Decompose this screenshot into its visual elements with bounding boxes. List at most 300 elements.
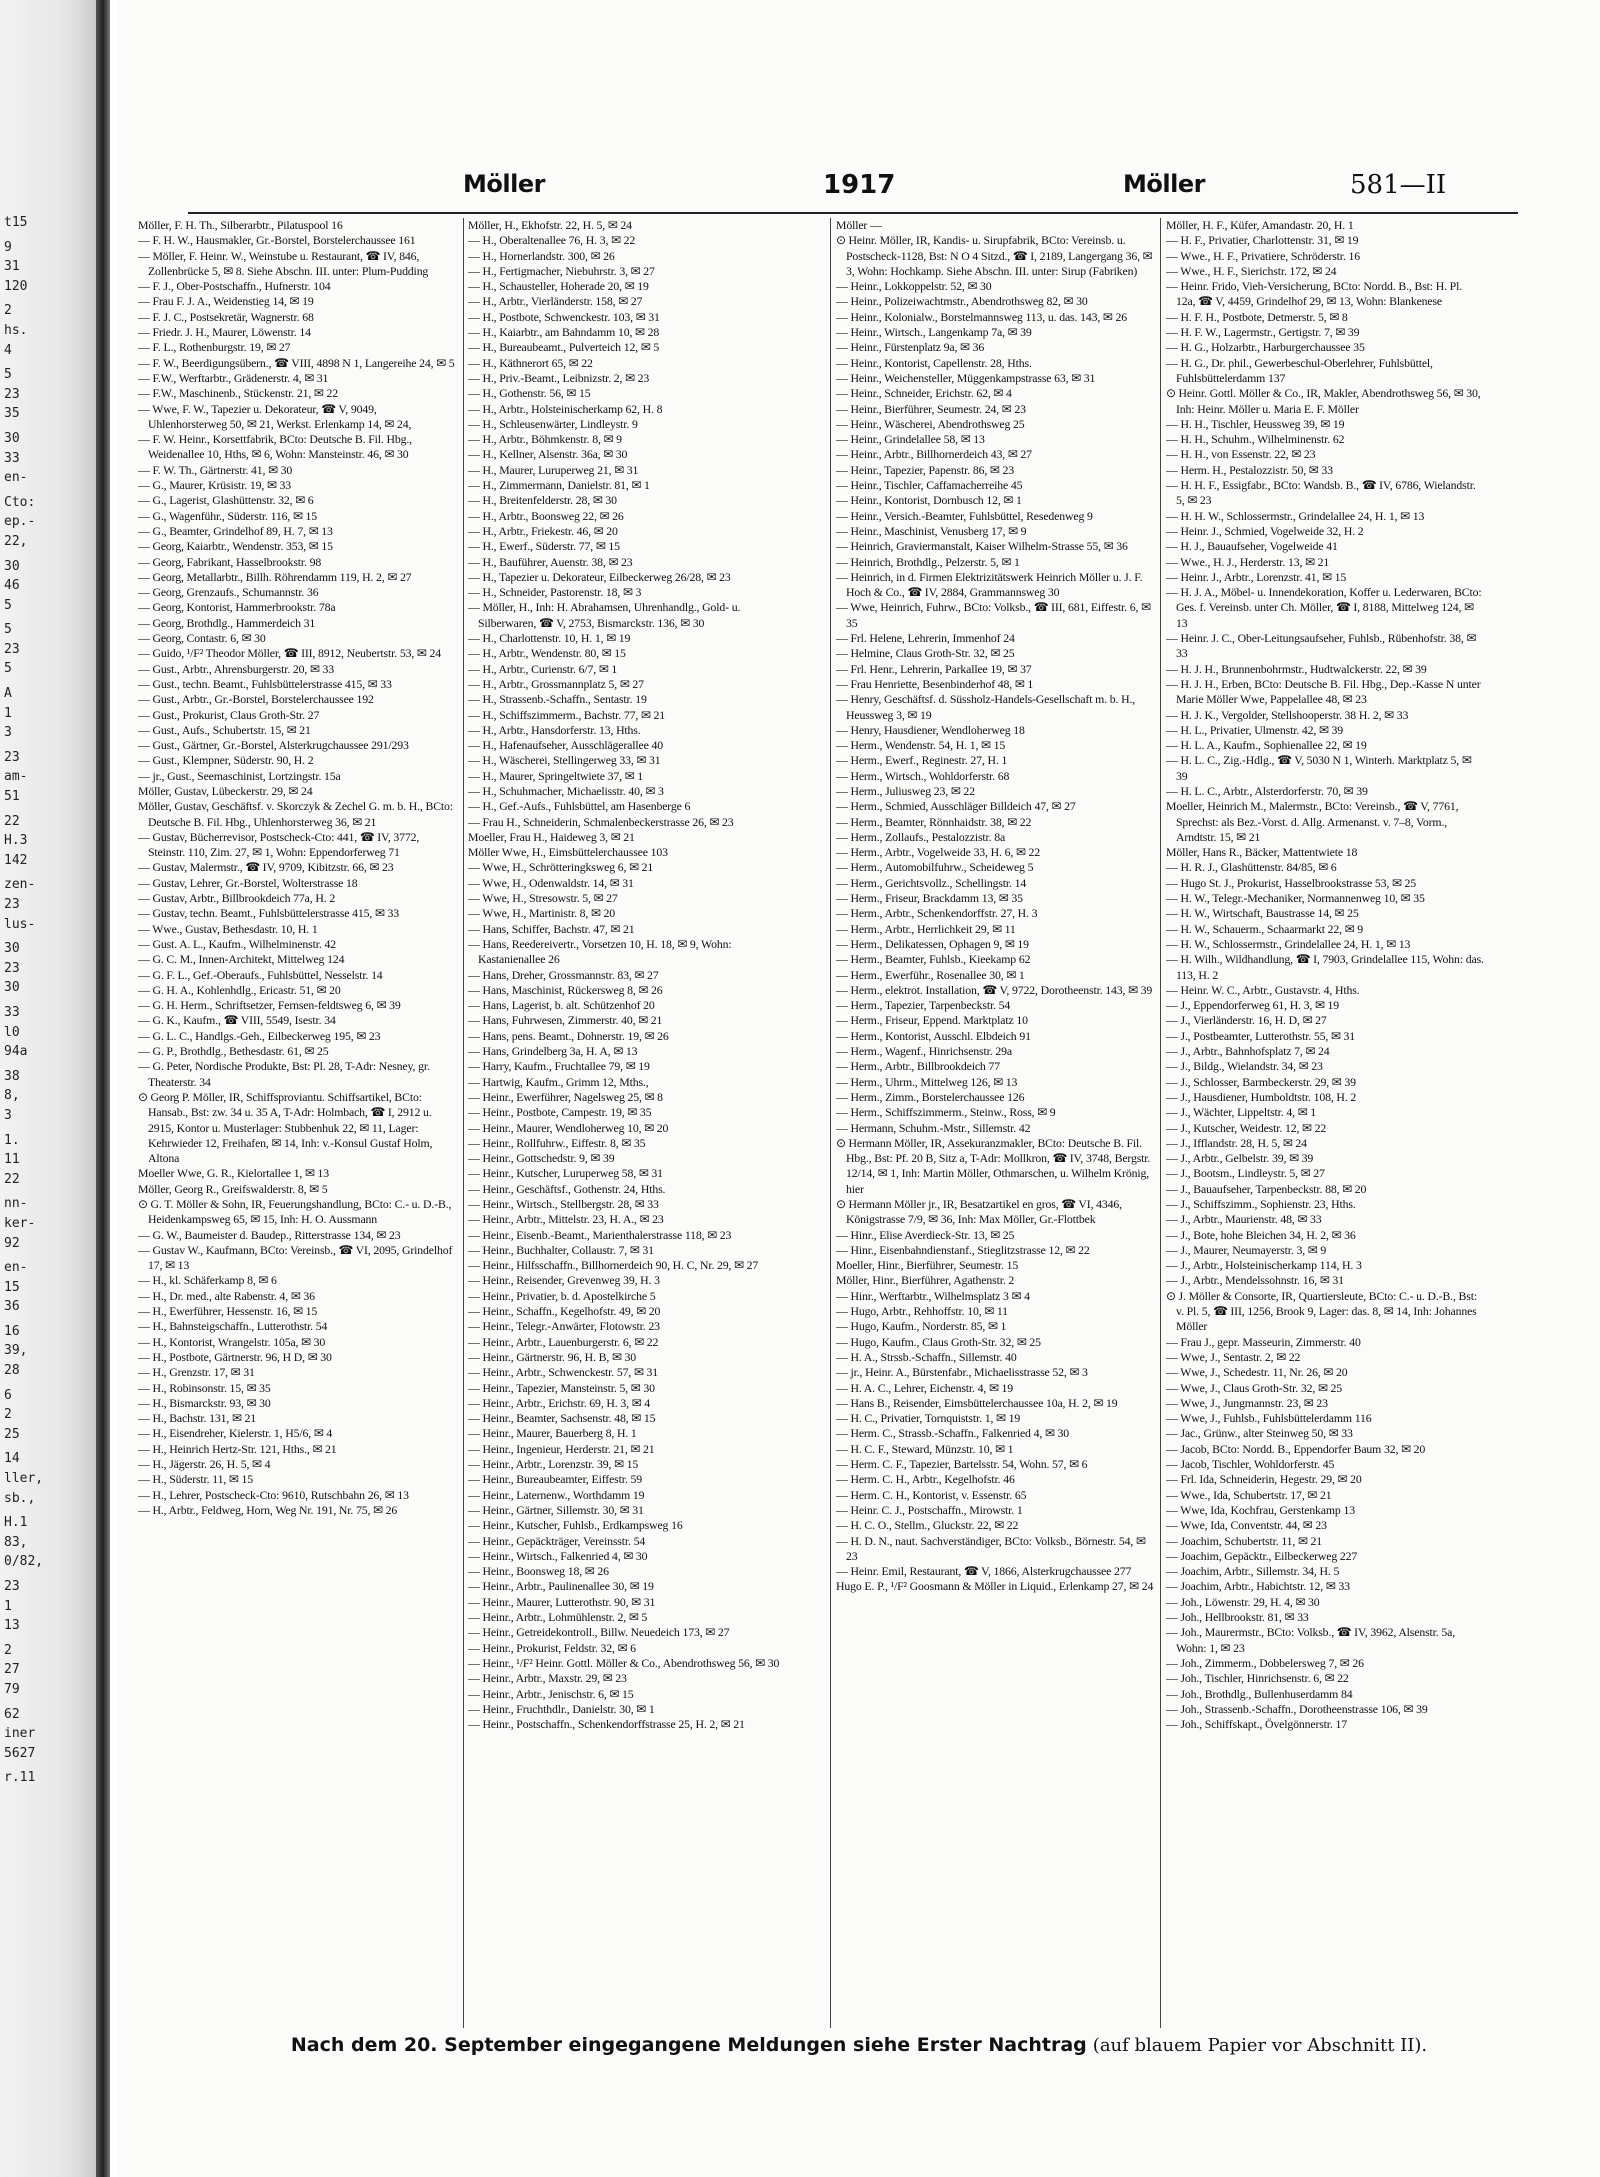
- directory-entry: — Möller, H., Inh: H. Abrahamsen, Uhrenhandlg., Gold- u. Silberwaren, ☎ V, 2753, Bismarckstr. 136, ✉ 30: [468, 600, 741, 630]
- directory-entry: — Hugo, Kaufm., Norderstr. 85, ✉ 1: [836, 1319, 1007, 1334]
- directory-entry: — G. L. C., Handlgs.-Geh., Eilbeckerweg 195, ✉ 23: [138, 1028, 381, 1043]
- directory-entry: — Wwe., Ida, Schubertstr. 17, ✉ 21: [1166, 1487, 1332, 1502]
- directory-entry: — Heinr., Schaffn., Kegelhofstr. 49, ✉ 20: [468, 1304, 661, 1319]
- directory-entry: Möller, Hinr., Bierführer, Agathenstr. 2: [836, 1273, 1015, 1288]
- directory-entry: — Herm., Wirtsch., Wohldorferstr. 68: [836, 768, 1010, 783]
- directory-entry: — Heinr., Telegr.-Anwärter, Flotowstr. 23: [468, 1319, 660, 1334]
- directory-entry: — Herm., Ewerf., Reginestr. 27, H. 1: [836, 753, 1008, 768]
- directory-entry: — Heinr., Weichensteller, Müggenkampstrasse 63, ✉ 31: [836, 370, 1096, 385]
- directory-entry: — H., Kellner, Alsenstr. 36a, ✉ 30: [468, 447, 628, 462]
- previous-page-text: 11: [4, 1152, 20, 1168]
- column-divider: [830, 218, 831, 2028]
- previous-page-text: 94a: [4, 1044, 28, 1060]
- directory-entry: — Heinr., Tischler, Caffamacherreihe 45: [836, 478, 1023, 493]
- column-4: [1166, 218, 1484, 2028]
- directory-entry: — Hans, Lagerist, b. alt. Schützenhof 20: [468, 998, 655, 1013]
- directory-entry: — Heinr., Polizeiwachtmstr., Abendrothsweg 82, ✉ 30: [836, 294, 1088, 309]
- directory-entry: — Heinrich, Graviermanstalt, Kaiser Wilhelm-Strasse 55, ✉ 36: [836, 539, 1128, 554]
- previous-page-text: 4: [4, 342, 12, 358]
- directory-entry: — G. C. M., Innen-Architekt, Mittelweg 124: [138, 952, 345, 967]
- directory-entry: — H. L. C., Arbtr., Alsterdorferstr. 70, ✉ 39: [1166, 783, 1368, 798]
- directory-entry: — Herm., Arbtr., Billbrookdeich 77: [836, 1059, 1000, 1074]
- previous-page-text: en-: [4, 470, 28, 486]
- previous-page-text: 36: [4, 1299, 20, 1315]
- directory-entry: — H., Postbote, Gärtnerstr. 96, H D, ✉ 30: [138, 1349, 332, 1364]
- directory-entry: — Heinr., Eisenb.-Beamt., Marienthalerstrasse 118, ✉ 23: [468, 1227, 732, 1242]
- directory-entry: — H. W., Wirtschaft, Baustrasse 14, ✉ 25: [1166, 906, 1359, 921]
- directory-entry: — Heinr., Ingenieur, Herderstr. 21, ✉ 21: [468, 1441, 655, 1456]
- directory-entry: — H., Charlottenstr. 10, H. 1, ✉ 19: [468, 631, 631, 646]
- directory-entry: — Gustav, techn. Beamt., Fuhlsbüttelerstrasse 415, ✉ 33: [138, 906, 400, 921]
- directory-entry: — Gust., Klempner, Süderstr. 90, H. 2: [138, 753, 314, 768]
- previous-page-text: 9: [4, 239, 12, 255]
- directory-entry: — H., Dr. med., alte Rabenstr. 4, ✉ 36: [138, 1288, 315, 1303]
- directory-entry: — G., Beamter, Grindelhof 89, H. 7, ✉ 13: [138, 523, 333, 538]
- directory-entry: — Herm., Beamter, Rönnhaidstr. 38, ✉ 22: [836, 814, 1032, 829]
- directory-entry: — Heinr., Lokkoppelstr. 52, ✉ 30: [836, 279, 992, 294]
- directory-entry: — H., Breitenfelderstr. 28, ✉ 30: [468, 493, 617, 508]
- directory-entry: — Herm., Juliusweg 23, ✉ 22: [836, 783, 975, 798]
- directory-entry: — Herm. C., Strassb.-Schaffn., Falkenried 4, ✉ 30: [836, 1426, 1069, 1441]
- directory-entry: — Gustav, Lehrer, Gr.-Borstel, Wolterstrasse 18: [138, 875, 358, 890]
- directory-entry: — jr., Heinr. A., Bürstenfabr., Michaelisstrasse 52, ✉ 3: [836, 1365, 1088, 1380]
- directory-entry: — J., Postbeamter, Lutterothstr. 55, ✉ 31: [1166, 1028, 1356, 1043]
- directory-entry: Möller, H., Ekhofstr. 22, H. 5, ✉ 24: [468, 218, 632, 232]
- directory-entry: — J., Maurer, Neumayerstr. 3, ✉ 9: [1166, 1242, 1327, 1257]
- directory-entry: — H., Maurer, Springeltwiete 37, ✉ 1: [468, 768, 644, 783]
- directory-entry: — Herm., Beamter, Fuhlsb., Kieekamp 62: [836, 952, 1031, 967]
- previous-page-text: ep.-: [4, 514, 36, 530]
- directory-entry: — H., Ewerf., Süderstr. 77, ✉ 15: [468, 539, 620, 554]
- page-number: 581—II: [1350, 170, 1447, 200]
- directory-entry: — H. J. H., Erben, BCto: Deutsche B. Fil. Hbg., Dep.-Kasse N unter Marie Möller Wwe, Pappelallee 48, ✉ 23: [1166, 676, 1481, 707]
- directory-entry: — Herm., Schmied, Ausschläger Billdeich 47, ✉ 27: [836, 799, 1076, 814]
- directory-entry: — Hans, Dreher, Grossmannstr. 83, ✉ 27: [468, 967, 659, 982]
- directory-entry: — Herm., Zollaufs., Pestalozzistr. 8a: [836, 829, 1006, 844]
- directory-entry: — Hartwig, Kaufm., Grimm 12, Mths.,: [468, 1074, 649, 1089]
- directory-entry: — Herm., Arbtr., Vogelweide 33, H. 6, ✉ 22: [836, 845, 1041, 860]
- directory-entry: — Gust., Aufs., Schubertstr. 15, ✉ 21: [138, 722, 311, 737]
- directory-entry: — Heinr., Boonsweg 18, ✉ 26: [468, 1564, 609, 1579]
- previous-page-text: 92: [4, 1235, 20, 1251]
- directory-entry: — H. G., Holzarbtr., Harburgerchaussee 35: [1166, 340, 1365, 355]
- directory-entry: — H. L. A., Kaufm., Sophienallee 22, ✉ 19: [1166, 738, 1367, 753]
- previous-page-text: 8,: [4, 1088, 20, 1104]
- directory-entry: Möller Wwe, H., Eimsbüttelerchaussee 103: [468, 845, 668, 860]
- header-year: 1917: [823, 170, 896, 200]
- previous-page-text: 5: [4, 597, 12, 613]
- directory-entry: — Hans, Fuhrwesen, Zimmerstr. 40, ✉ 21: [468, 1013, 663, 1028]
- directory-entry: — Wwe, H., Stresowstr. 5, ✉ 27: [468, 891, 618, 906]
- directory-entry: — Georg, Grenzaufs., Schumannstr. 36: [138, 585, 319, 600]
- header-left-title: Möller: [463, 170, 545, 198]
- directory-entry: — H. J. A., Möbel- u. Innendekoration, Koffer u. Lederwaren, BCto: Ges. f. Vereinsb. unter Ch. Möller, ☎ I, 8188, Mittelweg 124, ✉ 13: [1166, 585, 1482, 630]
- previous-page-text: lus-: [4, 916, 36, 932]
- previous-page-text: 23: [4, 386, 20, 402]
- directory-entry: — J., Eppendorferweg 61, H. 3, ✉ 19: [1166, 998, 1340, 1013]
- directory-entry: — G. H. A., Kohlenhdlg., Ericastr. 51, ✉ 20: [138, 982, 341, 997]
- directory-entry: — H., kl. Schäferkamp 8, ✉ 6: [138, 1273, 277, 1288]
- directory-entry: — H., Bureaubeamt., Pulverteich 12, ✉ 5: [468, 340, 660, 355]
- directory-entry: — J., Arbtr., Bahnhofsplatz 7, ✉ 24: [1166, 1044, 1330, 1059]
- directory-entry: — Wwe, J., Jungmannstr. 23, ✉ 23: [1166, 1395, 1328, 1410]
- directory-entry: — Gust., Prokurist, Claus Groth-Str. 27: [138, 707, 320, 722]
- previous-page-text: 25: [4, 1426, 20, 1442]
- directory-entry: — G. W., Baumeister d. Baudep., Ritterstrasse 134, ✉ 23: [138, 1227, 401, 1242]
- directory-entry: — Heinr., Privatier, b. d. Apostelkirche 5: [468, 1288, 656, 1303]
- directory-entry: — Heinr., Fürstenplatz 9a, ✉ 36: [836, 340, 985, 355]
- directory-entry: — H., Wäscherei, Stellingerweg 33, ✉ 31: [468, 753, 661, 768]
- directory-entry: — Heinr., Kutscher, Luruperweg 58, ✉ 31: [468, 1166, 663, 1181]
- column-divider: [463, 218, 464, 2028]
- directory-entry: — H., Arbtr., Holsteinischerkamp 62, H. 8: [468, 401, 663, 416]
- previous-page-text: 13: [4, 1618, 20, 1634]
- directory-entry: — Heinr., Arbtr., Paulinenallee 30, ✉ 19: [468, 1579, 654, 1594]
- column-divider: [1160, 218, 1161, 2028]
- directory-entry: — Heinr., Bureaubeamter, Eiffestr. 59: [468, 1472, 642, 1487]
- previous-page-text: 5: [4, 367, 12, 383]
- directory-entry: — F. J., Ober-Postschaffn., Hufnerstr. 104: [138, 279, 331, 294]
- directory-entry: — Hugo St. J., Prokurist, Hasselbrookstrasse 53, ✉ 25: [1166, 875, 1416, 890]
- directory-entry: — Herm. C. F., Tapezier, Bartelsstr. 54, Wohn. 57, ✉ 6: [836, 1457, 1088, 1472]
- directory-entry: — Heinr., Kutscher, Fuhlsb., Erdkampsweg 16: [468, 1518, 683, 1533]
- directory-entry: — Heinr., Arbtr., Erichstr. 69, H. 3, ✉ 4: [468, 1395, 650, 1410]
- directory-entry: — Heinr., Wirtsch., Langenkamp 7a, ✉ 39: [836, 325, 1032, 340]
- directory-entry: — H., Fertigmacher, Niebuhrstr. 3, ✉ 27: [468, 263, 655, 278]
- directory-entry: — Herm., Wagenf., Hinrichsenstr. 29a: [836, 1044, 1012, 1059]
- directory-entry: — Georg, Contastr. 6, ✉ 30: [138, 631, 266, 646]
- directory-entry: — H. J., Bauaufseher, Vogelweide 41: [1166, 539, 1338, 554]
- previous-page-text: 30: [4, 941, 20, 957]
- directory-entry: — Heinr., Fruchthdlr., Danielstr. 30, ✉ 1: [468, 1701, 655, 1716]
- directory-entry: — Frau Henriette, Besenbinderhof 48, ✉ 1: [836, 676, 1034, 691]
- directory-entry: — Wwe, J., Sentastr. 2, ✉ 22: [1166, 1349, 1301, 1364]
- directory-entry: — Frl. Ida, Schneiderin, Hegestr. 29, ✉ 20: [1166, 1472, 1362, 1487]
- previous-page-text: H.3: [4, 833, 28, 849]
- directory-entry: — Harry, Kaufm., Fruchtallee 79, ✉ 19: [468, 1059, 650, 1074]
- directory-entry: ⊙ G. T. Möller & Sohn, IR, Feuerungshandlung, BCto: C.- u. D.-B., Heidenkampsweg 65, ✉ 15, Inh: H. O. Aussmann: [138, 1197, 452, 1227]
- directory-entry: — Gust., techn. Beamt., Fuhlsbüttelerstrasse 415, ✉ 33: [138, 676, 392, 691]
- directory-entry: — H., Jägerstr. 26, H. 5, ✉ 4: [138, 1457, 271, 1472]
- previous-page-text: 3: [4, 725, 12, 741]
- directory-entry: — G., Wagenführ., Süderstr. 116, ✉ 15: [138, 508, 318, 523]
- previous-page-text: 46: [4, 578, 20, 594]
- directory-entry: — Heinr., Gärtnerstr. 96, H. B, ✉ 30: [468, 1349, 636, 1364]
- directory-entry: — H. C. O., Stellm., Gluckstr. 22, ✉ 22: [836, 1518, 1019, 1533]
- directory-entry: — Guido, ¹/F² Theodor Möller, ☎ III, 8912, Neubertstr. 53, ✉ 24: [138, 646, 441, 661]
- directory-entry: — H. J. K., Vergolder, Stellshooperstr. 38 H. 2, ✉ 33: [1166, 707, 1409, 722]
- previous-page-text: 38: [4, 1068, 20, 1084]
- previous-page-text: 14: [4, 1451, 20, 1467]
- directory-entry: — H. R. J., Glashüttenstr. 84/85, ✉ 6: [1166, 860, 1337, 875]
- directory-entry: — Joh., Löwenstr. 29, H. 4, ✉ 30: [1166, 1594, 1320, 1609]
- directory-entry: — Heinr., Beamter, Sachsenstr. 48, ✉ 15: [468, 1411, 656, 1426]
- directory-entry: — Heinr., Arbtr., Jenischstr. 6, ✉ 15: [468, 1686, 634, 1701]
- book-gutter: [96, 0, 110, 2177]
- directory-entry: — H., Hafenaufseher, Ausschlägerallee 40: [468, 738, 663, 753]
- directory-entry: — Heinr., Laternenw., Worthdamm 19: [468, 1487, 645, 1502]
- directory-entry: — H. H. W., Schlossermstr., Grindelallee 24, H. 1, ✉ 13: [1166, 508, 1425, 523]
- previous-page-text: t15: [4, 215, 28, 230]
- directory-entry: — H., Grenzstr. 17, ✉ 31: [138, 1365, 255, 1380]
- directory-entry: — Heinr., Grindelallee 58, ✉ 13: [836, 432, 985, 447]
- directory-entry: — Jacob, BCto: Nordd. B., Eppendorfer Baum 32, ✉ 20: [1166, 1441, 1426, 1456]
- previous-page-text: A: [4, 686, 12, 702]
- directory-entry: — Heinr., Postschaffn., Schenkendorffstrasse 25, H. 2, ✉ 21: [468, 1717, 745, 1732]
- header-right-title: Möller: [1123, 170, 1205, 198]
- directory-entry: — H. A. C., Lehrer, Eichenstr. 4, ✉ 19: [836, 1380, 1014, 1395]
- directory-entry: — H., Oberaltenallee 76, H. 3, ✉ 22: [468, 233, 636, 248]
- directory-entry: — H. F. W., Lagermstr., Gertigstr. 7, ✉ 39: [1166, 325, 1360, 340]
- directory-entry: — Heinr., Arbtr., Lorenzstr. 39, ✉ 15: [468, 1457, 639, 1472]
- directory-entry: — J., Hausdiener, Humboldtstr. 108, H. 2: [1166, 1089, 1357, 1104]
- directory-entry: — J., Bootsm., Lindleystr. 5, ✉ 27: [1166, 1166, 1325, 1181]
- directory-entry: — J., Arbtr., Holsteinischerkamp 114, H. 3: [1166, 1258, 1362, 1273]
- directory-entry: — Herm., Tapezier, Tarpenbeckstr. 54: [836, 998, 1011, 1013]
- directory-entry: — Wwe., H. F., Privatiere, Schröderstr. 16: [1166, 248, 1361, 263]
- directory-entry: — Heinrich, in d. Firmen Elektrizitätswerk Heinrich Möller u. J. F. Hoch & Co., ☎ IV, 2884, Grammannsweg 30: [836, 569, 1143, 600]
- directory-entry: — Wwe, F. W., Tapezier u. Dekorateur, ☎ V, 9049, Uhlenhorsterweg 50, ✉ 21, Werkst. Erlenkamp 14, ✉ 24,: [138, 401, 412, 431]
- directory-entry: — Henry, Geschäftsf. d. Süssholz-Handels-Gesellschaft m. b. H., Heussweg 3, ✉ 19: [836, 692, 1136, 722]
- directory-entry: ⊙ J. Möller & Consorte, IR, Quartiersleute, BCto: C.- u. D.-B., Bst: v. Pl. 5, ☎ III, 1256, Brook 9, Lager: das. 8, ✉ 14, Inh: Johannes Möller: [1166, 1288, 1477, 1334]
- directory-entry: — Herm., Automobilfuhrw., Scheideweg 5: [836, 860, 1034, 875]
- directory-entry: — H., Arbtr., Böhmkenstr. 8, ✉ 9: [468, 432, 622, 447]
- directory-entry: — Wwe., Gustav, Bethesdastr. 10, H. 1: [138, 921, 318, 936]
- directory-entry: — F. J. C., Postsekretär, Wagnerstr. 68: [138, 309, 314, 324]
- directory-entry: — Gust. A. L., Kaufm., Wilhelminenstr. 42: [138, 936, 336, 951]
- directory-entry: — H. F., Privatier, Charlottenstr. 31, ✉ 19: [1166, 233, 1359, 248]
- directory-entry: — H. L., Privatier, Ulmenstr. 42, ✉ 39: [1166, 722, 1344, 737]
- directory-entry: — Joh., Hellbrookstr. 81, ✉ 33: [1166, 1610, 1309, 1625]
- directory-entry: Moeller, Heinrich M., Malermstr., BCto: Vereinsb., ☎ V, 7761, Sprechst: als Bez.-Vorst. d. Allg. Armenanst. v. 7–8, Vorm., Arndtstr. 15, ✉ 21: [1166, 799, 1459, 844]
- directory-entry: — Hinr., Eisenbahndienstanf., Stieglitzstrasse 12, ✉ 22: [836, 1242, 1090, 1257]
- directory-entry: — Frau H., Schneiderin, Schmalenbeckerstrasse 26, ✉ 23: [468, 814, 734, 829]
- directory-entry: — H., Priv.-Beamt., Leibnizstr. 2, ✉ 23: [468, 370, 650, 385]
- directory-entry: — H., Postbote, Schwenckestr. 103, ✉ 31: [468, 309, 660, 324]
- directory-entry: Möller, F. H. Th., Silberarbtr., Pilatuspool 16: [138, 218, 343, 232]
- previous-page-text: zen-: [4, 877, 36, 893]
- directory-entry: — H. F. H., Postbote, Detmerstr. 5, ✉ 8: [1166, 309, 1348, 324]
- directory-entry: — H., Bachstr. 131, ✉ 21: [138, 1411, 257, 1426]
- directory-entry: — Georg, Metallarbtr., Billh. Röhrendamm 119, H. 2, ✉ 27: [138, 569, 412, 584]
- header-rule: [188, 212, 1518, 214]
- directory-entry: — H., Ewerführer, Hessenstr. 16, ✉ 15: [138, 1304, 318, 1319]
- directory-entry: — Heinr., Tapezier, Papenstr. 86, ✉ 23: [836, 462, 1014, 477]
- directory-entry: — Joachim, Arbtr., Sillemstr. 34, H. 5: [1166, 1564, 1340, 1579]
- previous-page-text: r.11: [4, 1770, 36, 1786]
- previous-page-text: sb.,: [4, 1490, 36, 1506]
- directory-entry: — H., Bauführer, Auenstr. 38, ✉ 23: [468, 554, 633, 569]
- directory-entry: — Herm., Friseur, Brackdamm 13, ✉ 35: [836, 891, 1023, 906]
- directory-entry: — H. D. N., naut. Sachverständiger, BCto: Volksb., Börnestr. 54, ✉ 23: [836, 1533, 1146, 1563]
- directory-entry: — G. K., Kaufm., ☎ VIII, 5549, Isestr. 34: [138, 1013, 336, 1028]
- directory-entry: — Heinr., Postbote, Campestr. 19, ✉ 35: [468, 1105, 652, 1120]
- directory-entry: — H. A., Strssb.-Schaffn., Sillemstr. 40: [836, 1349, 1017, 1364]
- directory-entry: — H., Schneider, Pastorenstr. 18, ✉ 3: [468, 585, 642, 600]
- directory-entry: — Heinr. J., Arbtr., Lorenzstr. 41, ✉ 15: [1166, 569, 1347, 584]
- directory-entry: — G., Maurer, Krüsistr. 19, ✉ 33: [138, 478, 292, 493]
- directory-entry: — Herm. C. H., Arbtr., Kegelhofstr. 46: [836, 1472, 1015, 1487]
- directory-entry: — Joh., Strassenb.-Schaffn., Dorotheenstrasse 106, ✉ 39: [1166, 1701, 1428, 1716]
- directory-entry: — Georg, Brothdlg., Hammerdeich 31: [138, 615, 316, 630]
- directory-entry: — Heinr. C. J., Postschaffn., Mirowstr. 1: [836, 1502, 1023, 1517]
- directory-entry: — H., Arbtr., Grossmannplatz 5, ✉ 27: [468, 676, 644, 691]
- directory-entry: — H., Arbtr., Feldweg, Horn, Weg Nr. 191, Nr. 75, ✉ 26: [138, 1502, 398, 1517]
- directory-entry: — Heinr., Maurer, Lutterothstr. 90, ✉ 31: [468, 1594, 656, 1609]
- previous-page-text: l0: [4, 1024, 20, 1040]
- directory-entry: — Gustav, Bücherrevisor, Postscheck-Cto: 441, ☎ IV, 3772, Steinstr. 110, Zim. 27, ✉ 1, Wohn: Eppendorferweg 71: [138, 829, 420, 860]
- directory-entry: Möller, Gustav, Geschäftsf. v. Skorczyk & Zechel G. m. b. H., BCto: Deutsche B. Fil. Hbg., Uhlenhorsterweg 36, ✉ 21: [138, 799, 453, 829]
- directory-entry: — Jac., Grünw., alter Steinweg 50, ✉ 33: [1166, 1426, 1353, 1441]
- directory-entry: Moeller, Frau H., Haideweg 3, ✉ 21: [468, 829, 635, 844]
- directory-entry: ⊙ Heinr. Möller, IR, Kandis- u. Sirupfabrik, BCto: Vereinsb. u. Postscheck-1128, Bst: N O 4 Sitzd., ☎ I, 2189, Langergang 36, ✉ 3, Wohn: Hochkamp. Siehe Abschn. III. unter: Sirup (Fabriken): [836, 233, 1153, 278]
- previous-page-fragment: [4, 215, 88, 2065]
- directory-entry: — Heinr., Kontorist, Dornbusch 12, ✉ 1: [836, 493, 1022, 508]
- previous-page-text: hs.: [4, 322, 28, 338]
- directory-entry: — Herm., Arbtr., Herrlichkeit 29, ✉ 11: [836, 921, 1016, 936]
- directory-entry: — H. W., Telegr.-Mechaniker, Normannenweg 10, ✉ 35: [1166, 891, 1425, 906]
- directory-entry: — H., Hornerlandstr. 300, ✉ 26: [468, 248, 615, 263]
- directory-entry: — Gust., Arbtr., Gr.-Borstel, Borstelerchaussee 192: [138, 692, 374, 707]
- directory-entry: — Hinr., Elise Averdieck-Str. 13, ✉ 25: [836, 1227, 1015, 1242]
- directory-entry: — H. Wilh., Wildhandlung, ☎ I, 7903, Grindelallee 115, Wohn: das. 113, H. 2: [1166, 952, 1484, 982]
- directory-entry: — Gust., Arbtr., Ahrensburgerstr. 20, ✉ 33: [138, 661, 335, 676]
- directory-entry: — Wwe, Ida, Conventstr. 44, ✉ 23: [1166, 1518, 1327, 1533]
- directory-entry: — H., Bismarckstr. 93, ✉ 30: [138, 1395, 271, 1410]
- directory-entry: — F. H. W., Hausmakler, Gr.-Borstel, Borstelerchaussee 161: [138, 233, 416, 248]
- directory-entry: — H., Schiffszimmerm., Bachstr. 77, ✉ 21: [468, 707, 665, 722]
- directory-entry: — Helmine, Claus Groth-Str. 32, ✉ 25: [836, 646, 1015, 661]
- directory-entry: — F. W. Th., Gärtnerstr. 41, ✉ 30: [138, 462, 293, 477]
- directory-entry: — G. Peter, Nordische Produkte, Bst: Pl. 28, T-Adr: Nesney, gr. Theaterstr. 34: [138, 1059, 430, 1089]
- previous-page-text: 83,: [4, 1534, 28, 1550]
- directory-entry: — Herm., Kontorist, Ausschl. Elbdeich 91: [836, 1028, 1031, 1043]
- directory-entry: — H., Käthnerort 65, ✉ 22: [468, 355, 593, 370]
- directory-entry: — Herm. C. H., Kontorist, v. Essenstr. 65: [836, 1487, 1027, 1502]
- directory-entry: — H. C. F., Steward, Münzstr. 10, ✉ 1: [836, 1441, 1014, 1456]
- directory-entry: — Heinr., Arbtr., Lohmühlenstr. 2, ✉ 5: [468, 1610, 648, 1625]
- directory-entry: — J., Arbtr., Gelbelstr. 39, ✉ 39: [1166, 1151, 1314, 1166]
- previous-page-text: 62: [4, 1706, 20, 1722]
- previous-page-text: H.1: [4, 1515, 28, 1531]
- directory-entry: — H., Arbtr., Vierländerstr. 158, ✉ 27: [468, 294, 643, 309]
- directory-entry: — Wwe, H., Martinistr. 8, ✉ 20: [468, 906, 616, 921]
- previous-page-text: 16: [4, 1323, 20, 1339]
- directory-entry: — H. W., Schauerm., Schaarmarkt 22, ✉ 9: [1166, 921, 1364, 936]
- directory-entry: — H., Kontorist, Wrangelstr. 105a, ✉ 30: [138, 1334, 326, 1349]
- directory-entry: — Heinr., Tapezier, Mansteinstr. 5, ✉ 30: [468, 1380, 655, 1395]
- directory-entry: — H., Eisendreher, Kielerstr. 1, H5/6, ✉ 4: [138, 1426, 333, 1441]
- directory-entry: — Heinr., ¹/F² Heinr. Gottl. Möller & Co., Abendrothsweg 56, ✉ 30: [468, 1655, 780, 1670]
- directory-entry: — J., Arbtr., Maurienstr. 48, ✉ 33: [1166, 1212, 1322, 1227]
- previous-page-text: 23: [4, 897, 20, 912]
- directory-entry: — Frl. Henr., Lehrerin, Parkallee 19, ✉ 37: [836, 661, 1032, 676]
- directory-entry: — Heinr., Versich.-Beamter, Fuhlsbüttel, Resedenweg 9: [836, 508, 1093, 523]
- directory-entry: — Herm., Arbtr., Schenkendorffstr. 27, H. 3: [836, 906, 1038, 921]
- directory-entry: — Heinr., Maurer, Wendloherweg 10, ✉ 20: [468, 1120, 669, 1135]
- directory-entry: — H., Arbtr., Wendenstr. 80, ✉ 15: [468, 646, 626, 661]
- directory-entry: — Heinr., Schneider, Erichstr. 62, ✉ 4: [836, 386, 1012, 401]
- directory-entry: — Heinr. W. C., Arbtr., Gustavstr. 4, Hths.: [1166, 982, 1360, 997]
- directory-entry: — Heinr., Geschäftsf., Gothenstr. 24, Hths.: [468, 1181, 666, 1196]
- directory-entry: Möller, Georg R., Greifswalderstr. 8, ✉ 5: [138, 1181, 328, 1196]
- directory-entry: — Joh., Schiffskapt., Övelgönnerstr. 17: [1166, 1717, 1348, 1732]
- previous-page-text: 120: [4, 278, 28, 294]
- directory-entry: — Heinr., Bierführer, Seumestr. 24, ✉ 23: [836, 401, 1026, 416]
- column-2: [468, 218, 786, 2028]
- previous-page-text: 2: [4, 1407, 12, 1423]
- directory-entry: — Jacob, Tischler, Wohldorferstr. 45: [1166, 1457, 1335, 1472]
- footer-notice: Nach dem 20. September eingegangene Meldungen siehe Erster Nachtrag: [290, 2034, 1087, 2056]
- directory-entry: — Heinr., Arbtr., Billhornerdeich 43, ✉ 27: [836, 447, 1032, 462]
- directory-entry: — Heinr., Rollfuhrw., Eiffestr. 8, ✉ 35: [468, 1135, 646, 1150]
- directory-entry: — Herm., Delikatessen, Ophagen 9, ✉ 19: [836, 936, 1029, 951]
- directory-entry: ⊙ Georg P. Möller, IR, Schiffsproviantu. Schiffsartikel, BCto: Hansab., Bst: zw. 34 u. 35 A, T-Adr: Holmbach, ☎ I, 2912 u. 2915, Kontor u. Musterlager: Stubbenhuk 22, ✉ 11, Lager: Kehrwieder 12, Freihafen, ✉ 14, Inh: v.-Konsul Gustaf Holm, Altona: [138, 1089, 433, 1166]
- previous-page-text: 1.: [4, 1132, 20, 1148]
- directory-entry: — G. F. L., Gef.-Oberaufs., Fuhlsbüttel, Nesselstr. 14: [138, 967, 383, 982]
- directory-entry: — J., Schlosser, Barmbeckerstr. 29, ✉ 39: [1166, 1074, 1356, 1089]
- directory-entry: — Joachim, Arbtr., Habichtstr. 12, ✉ 33: [1166, 1579, 1350, 1594]
- directory-entry: — F. L., Rothenburgstr. 19, ✉ 27: [138, 340, 291, 355]
- directory-entry: — J., Bote, hohe Bleichen 34, H. 2, ✉ 36: [1166, 1227, 1356, 1242]
- previous-page-text: 51: [4, 789, 20, 805]
- directory-entry: — H., Arbtr., Hansdorferstr. 13, Hths.: [468, 722, 641, 737]
- directory-entry: — Wwe, H., Schrötteringksweg 6, ✉ 21: [468, 860, 654, 875]
- directory-entry: — jr., Gust., Seemaschinist, Lortzingstr. 15a: [138, 768, 341, 783]
- directory-entry: — J., Kutscher, Weidestr. 12, ✉ 22: [1166, 1120, 1327, 1135]
- directory-entry: — J., Vierländerstr. 16, H. D, ✉ 27: [1166, 1013, 1327, 1028]
- directory-entry: — H., Schleusenwärter, Lindleystr. 9: [468, 416, 638, 431]
- previous-page-text: 33: [4, 450, 20, 466]
- directory-entry: — G. P., Brothdlg., Bethesdastr. 61, ✉ 25: [138, 1044, 329, 1059]
- directory-entry: — Friedr. J. H., Maurer, Löwenstr. 14: [138, 325, 311, 340]
- directory-entry: — Wwe, Heinrich, Fuhrw., BCto: Volksb., ☎ III, 681, Eiffestr. 6, ✉ 35: [836, 600, 1151, 630]
- directory-entry: ⊙ Hermann Möller jr., IR, Besatzartikel en gros, ☎ VI, 4346, Königstrasse 7/9, ✉ 36, Inh: Max Möller, Gr.-Flottbek: [836, 1197, 1122, 1227]
- directory-entry: — H., Strassenb.-Schaffn., Sentastr. 19: [468, 692, 647, 707]
- column-1: [138, 218, 456, 2028]
- directory-entry: — Heinr., Arbtr., Mittelstr. 23, H. A., ✉ 23: [468, 1212, 664, 1227]
- directory-entry: ⊙ Hermann Möller, IR, Assekuranzmakler, BCto: Deutsche B. Fil. Hbg., Bst: Pf. 20 B, Sitz a, T-Adr: Mollkron, ☎ IV, 3748, Bergstr. 12/14, ✉ 1, Inh: Martin Möller, Othmarschen, u. Wilhelm Krönig, hier: [836, 1135, 1151, 1196]
- directory-entry: — H., Robinsonstr. 15, ✉ 35: [138, 1380, 271, 1395]
- directory-entry: — J., Bildg., Wielandstr. 34, ✉ 23: [1166, 1059, 1323, 1074]
- directory-entry: — H. H. F., Essigfabr., BCto: Wandsb. B., ☎ IV, 6786, Wielandstr. 5, ✉ 23: [1166, 478, 1476, 508]
- directory-entry: — H., Zimmermann, Danielstr. 81, ✉ 1: [468, 478, 650, 493]
- previous-page-text: 2: [4, 303, 12, 319]
- previous-page-text: 3: [4, 1107, 12, 1123]
- directory-entry: — Heinr., Arbtr., Lauenburgerstr. 6, ✉ 22: [468, 1334, 659, 1349]
- directory-page: [118, 0, 1600, 2177]
- directory-entry: — Hans, Maschinist, Rückersweg 8, ✉ 26: [468, 982, 663, 997]
- directory-entry: — Heinr., Hilfsschaffn., Billhornerdeich 90, H. C, Nr. 29, ✉ 27: [468, 1258, 759, 1273]
- directory-entry: — Frau F. J. A., Weidenstieg 14, ✉ 19: [138, 294, 314, 309]
- directory-entry: — J., Bauaufseher, Tarpenbeckstr. 88, ✉ 20: [1166, 1181, 1367, 1196]
- directory-entry: — H. C., Privatier, Tornquiststr. 1, ✉ 19: [836, 1411, 1021, 1426]
- directory-entry: — H. G., Dr. phil., Gewerbeschul-Oberlehrer, Fuhlsbüttel, Fuhlsbüttelerdamm 137: [1166, 355, 1433, 385]
- previous-page-text: nn-: [4, 1196, 28, 1212]
- directory-entry: — Gustav, Malermstr., ☎ IV, 9709, Kibitzstr. 66, ✉ 23: [138, 860, 394, 875]
- directory-entry: — Möller, F. Heinr. W., Weinstube u. Restaurant, ☎ IV, 846, Zollenbrücke 5, ✉ 8. Siehe Abschn. III. unter: Plum-Pudding: [138, 248, 429, 278]
- directory-entry: — H., Arbtr., Curienstr. 6/7, ✉ 1: [468, 661, 618, 676]
- directory-entry: — Wwe, J., Claus Groth-Str. 32, ✉ 25: [1166, 1380, 1342, 1395]
- directory-entry: — Joachim, Schubertstr. 11, ✉ 21: [1166, 1533, 1323, 1548]
- previous-page-text: iner: [4, 1726, 36, 1742]
- directory-entry: — Heinr., Kontorist, Capellenstr. 28, Hths.: [836, 355, 1032, 370]
- directory-entry: — Joachim, Gepäcktr., Eilbeckerweg 227: [1166, 1548, 1358, 1563]
- directory-entry: ⊙ Heinr. Gottl. Möller & Co., IR, Makler, Abendrothsweg 56, ✉ 30, Inh: Heinr. Möller u. Maria E. F. Möller: [1166, 386, 1481, 416]
- previous-page-text: 5627: [4, 1745, 36, 1761]
- previous-page-text: 142: [4, 852, 28, 868]
- previous-page-text: am-: [4, 769, 28, 785]
